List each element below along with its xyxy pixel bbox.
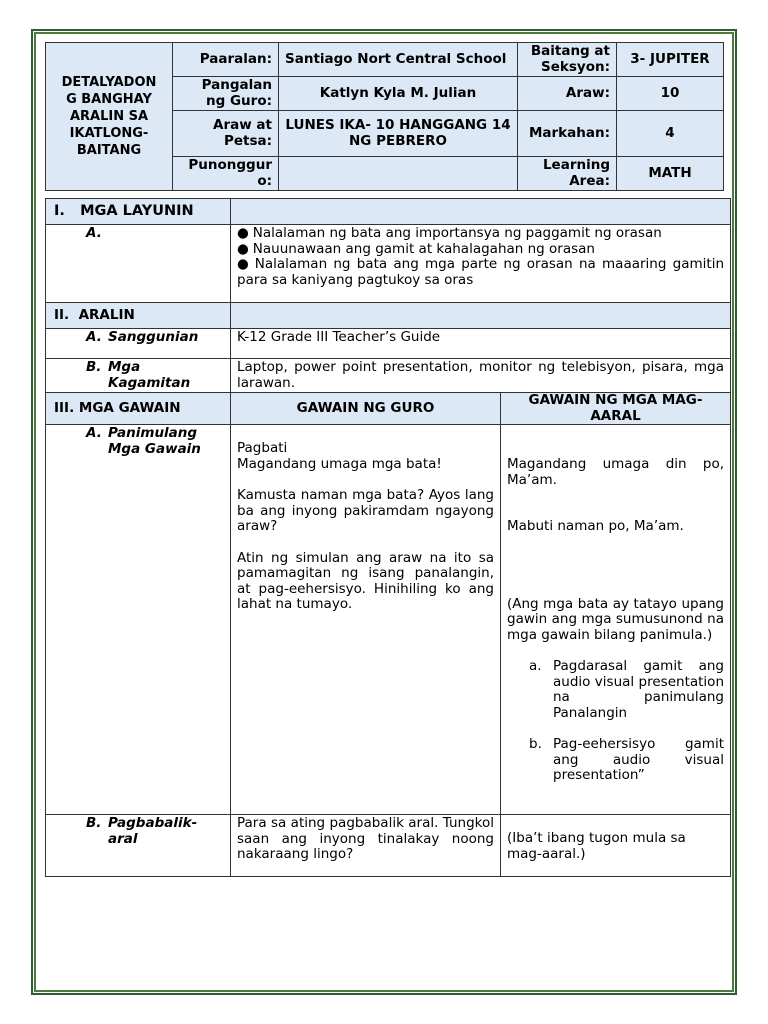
punongguro-value [279, 157, 518, 191]
layunin-item: ● Nalalaman ng bata ang importansya ng paggamit ng orasan [237, 226, 724, 242]
magaaral-greet: Magandang umaga din po, Ma’am. [507, 456, 724, 488]
section-gawain-heading [46, 393, 231, 425]
sanggunian-letter: A. [86, 329, 102, 345]
section-aralin-heading [46, 303, 231, 329]
layunin-item: ● Nauunawaan ang gamit at kahalagahan ng orasan [237, 242, 724, 258]
section-number: I. [54, 202, 65, 219]
layunin-list [231, 225, 731, 303]
guro-greet: Magandang umaga mga bata! [237, 455, 442, 472]
sanggunian-label: Sanggunian [108, 329, 199, 345]
paaralan-value: Santiago Nort Central School [279, 43, 518, 77]
punongguro-label: Punonggur o: [173, 157, 279, 191]
markahan-value: 4 [617, 111, 724, 157]
kagamitan-value: Laptop, power point presentation, monitor ng telebisyon, pisara, mga larawan. [231, 359, 731, 393]
layunin-a-letter: A. [86, 225, 102, 241]
araw-label: Araw: [518, 77, 617, 111]
lesson-plan-table [45, 198, 731, 877]
section-title: MGA GAWAIN [78, 399, 181, 416]
guro-value: Katlyn Kyla M. Julian [279, 77, 518, 111]
guro-label: Pangalan ng Guro: [173, 77, 279, 111]
magaaral-balik-cell [501, 815, 731, 877]
lesson-plan-title: DETALYADON G BANGHAY ARALIN SA IKATLONG-BAITANG [46, 43, 173, 191]
baitang-label: Baitang at Seksyon: [518, 43, 617, 77]
balik-letter: B. [86, 815, 102, 831]
araw-value: 10 [617, 77, 724, 111]
learning-area-label: Learning Area: [518, 157, 617, 191]
guro-column-header: GAWAIN NG GURO [231, 393, 501, 425]
paaralan-label: Paaralan: [173, 43, 279, 77]
baitang-value: 3- JUPITER [617, 43, 724, 77]
section-layunin-heading [46, 199, 231, 225]
learning-area-value: MATH [617, 157, 724, 191]
petsa-label: Araw at Petsa: [173, 111, 279, 157]
guro-pagbati: Pagbati [237, 440, 288, 456]
magaaral-tatayo: (Ang mga bata ay tatayo upang gawin ang mga sumusunond na mga gawain bilang panimula.) [507, 595, 724, 643]
sanggunian-value: K-12 Grade III Teacher’s Guide [231, 329, 731, 359]
balik-label: Pagbabalik-aral [108, 815, 198, 847]
guro-balik-cell: Para sa ating pagbabalik aral. Tungkol saan ang inyong tinalakay noong nakaraang lingo? [231, 815, 501, 877]
guro-kamusta: Kamusta naman mga bata? Ayos lang ba ang inyong pakiramdam ngayong araw? [237, 487, 494, 534]
kagamitan-label: Mga Kagamitan [108, 359, 191, 391]
petsa-value: LUNES IKA- 10 HANGGANG 14 NG PEBRERO [279, 111, 518, 157]
section-number: II. [54, 306, 70, 323]
magaaral-column-header: GAWAIN NG MGA MAG-AARAL [501, 393, 731, 425]
header-info-table [45, 42, 724, 191]
guro-panimula-cell [231, 425, 501, 815]
magaaral-balik-text: (Iba’t ibang tugon mula sa mag-aaral.) [507, 830, 686, 862]
section-title: ARALIN [78, 306, 135, 323]
magaaral-list-item: a. Pagdarasal gamit ang audio visual presentation na panimulang Panalangin [529, 658, 724, 721]
markahan-label: Markahan: [518, 111, 617, 157]
magaaral-list-item: b. Pag-eehersisyo gamit ang audio visual presentation” [529, 736, 724, 783]
panimula-label: Panimulang Mga Gawain [108, 425, 201, 457]
magaaral-panimula-cell [501, 425, 731, 815]
guro-simulan: Atin ng simulan ang araw na ito sa pamamagitan ng isang panalangin, at pag-eehersisyo. Hinihiling ko ang lahat na tumayo. [237, 549, 494, 612]
kagamitan-letter: B. [86, 359, 102, 375]
section-number: III. [54, 399, 75, 416]
panimula-letter: A. [86, 425, 102, 441]
layunin-item: ● Nalalaman ng bata ang mga parte ng orasan na maaaring gamitin para sa kaniyang pagtukoy sa oras [237, 257, 724, 288]
section-title: MGA LAYUNIN [80, 202, 194, 219]
magaaral-mabuti: Mabuti naman po, Ma’am. [507, 518, 684, 534]
